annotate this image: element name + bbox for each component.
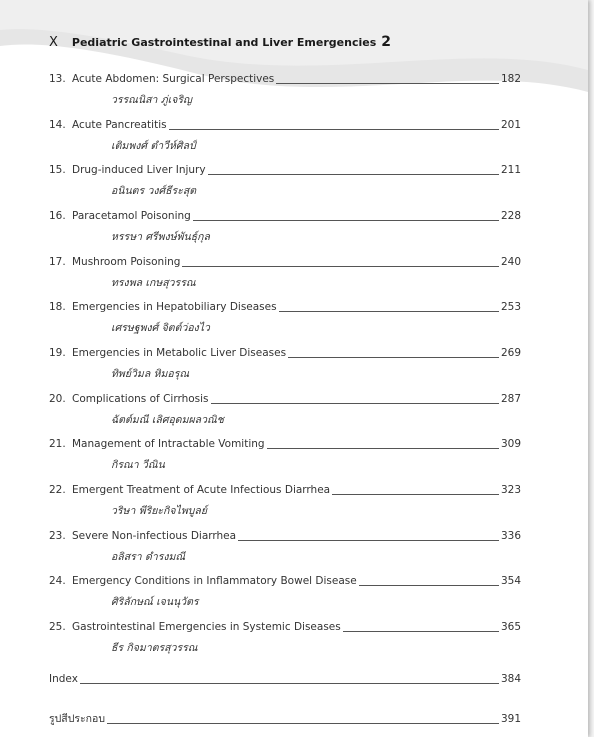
chapter-number: 17.: [49, 256, 66, 268]
page-number: 354: [501, 575, 522, 587]
page-number: 269: [501, 347, 522, 359]
chapter-author: เศรษฐพงศ์ จิตต์ว่องไว: [111, 322, 210, 334]
chapter-title: Gastrointestinal Emergencies in Systemic Diseases: [72, 621, 341, 633]
chapter-author: ศิริลักษณ์ เจนนุวัตร: [111, 596, 199, 608]
toc-entry[interactable]: [49, 163, 521, 199]
page-number: 336: [501, 530, 522, 542]
leader-line: [193, 220, 499, 221]
toc-entry[interactable]: [49, 574, 521, 610]
leader-line: [359, 585, 499, 586]
toc-entry[interactable]: [49, 209, 521, 245]
leader-line: [182, 266, 499, 267]
toc-entry-index[interactable]: [49, 672, 521, 686]
toc-entry[interactable]: [49, 255, 521, 291]
chapter-title: Emergency Conditions in Inflammatory Bowel Disease: [72, 575, 357, 587]
chapter-title: Emergencies in Hepatobiliary Diseases: [72, 301, 277, 313]
chapter-title: Complications of Cirrhosis: [72, 393, 209, 405]
chapter-number: 24.: [49, 575, 66, 587]
leader-line: [238, 540, 499, 541]
page-number: 182: [501, 73, 522, 85]
page-number: 201: [501, 119, 522, 131]
chapter-author: วรรณนิสา ภู่เจริญ: [111, 94, 192, 106]
leader-line: [276, 83, 499, 84]
toc-entry[interactable]: [49, 118, 521, 154]
chapter-number: 19.: [49, 347, 66, 359]
chapter-number: 25.: [49, 621, 66, 633]
book-title: Pediatric Gastrointestinal and Liver Emergencies: [71, 36, 377, 49]
chapter-title: Emergent Treatment of Acute Infectious Diarrhea: [72, 484, 331, 496]
toc-entry[interactable]: [49, 392, 521, 428]
chapter-title: Mushroom Poisoning: [72, 256, 181, 268]
volume-number: 2: [381, 34, 391, 50]
page-number: 323: [501, 484, 522, 496]
page-number: 240: [501, 256, 522, 268]
leader-line: [80, 683, 499, 684]
chapter-author: ฉัตต์มณี เลิศอุดมผลวณิช: [111, 414, 224, 426]
page-number: 365: [501, 621, 522, 633]
chapter-author: กิรณา วีณิน: [111, 459, 165, 471]
toc-entry[interactable]: [49, 620, 521, 656]
chapter-title: Acute Pancreatitis: [72, 119, 167, 131]
chapter-number: 21.: [49, 438, 66, 450]
page-number: 384: [501, 673, 522, 685]
chapter-author: อลิสรา ดำรงมณี: [111, 551, 186, 563]
chapter-number: 14.: [49, 119, 66, 131]
toc-entry[interactable]: [49, 72, 521, 108]
page-number: 287: [501, 393, 522, 405]
chapter-author: ธีร กิจมาตรสุวรรณ: [111, 642, 198, 654]
leader-line: [208, 174, 499, 175]
toc-entry[interactable]: [49, 437, 521, 473]
page-roman-numeral: X: [49, 35, 58, 50]
page-number: 391: [501, 713, 522, 725]
toc-entry[interactable]: [49, 529, 521, 565]
chapter-number: 20.: [49, 393, 66, 405]
toc-entry[interactable]: [49, 483, 521, 519]
page-number: 253: [501, 301, 522, 313]
chapter-title: Emergencies in Metabolic Liver Diseases: [72, 347, 287, 359]
chapter-author: อนินตร วงศ์ธีระสุต: [111, 185, 197, 197]
toc-entry[interactable]: [49, 346, 521, 382]
chapter-author: วริษา พีริยะกิจไพบูลย์: [111, 505, 208, 517]
chapter-title: Acute Abdomen: Surgical Perspectives: [72, 73, 275, 85]
leader-line: [279, 311, 499, 312]
chapter-number: 18.: [49, 301, 66, 313]
chapter-number: 22.: [49, 484, 66, 496]
page-number: 211: [501, 164, 522, 176]
page-number: 228: [501, 210, 522, 222]
chapter-author: ทรงพล เกษสุวรรณ: [111, 277, 196, 289]
leader-line: [169, 129, 499, 130]
leader-line: [211, 403, 499, 404]
page-number: 309: [501, 438, 522, 450]
leader-line: [267, 448, 499, 449]
toc-entry-color-figures[interactable]: [49, 712, 521, 726]
leader-line: [332, 494, 499, 495]
leader-line: [343, 631, 499, 632]
chapter-title: Management of Intractable Vomiting: [72, 438, 265, 450]
chapter-author: เติมพงศ์ ตำวีห์ศิลป์: [111, 140, 196, 152]
chapter-number: 15.: [49, 164, 66, 176]
chapter-number: 13.: [49, 73, 66, 85]
chapter-author: ทิพย์วิมล หิมอรุณ: [111, 368, 190, 380]
chapter-number: 16.: [49, 210, 66, 222]
index-title: Index: [49, 673, 78, 685]
toc-entry[interactable]: [49, 300, 521, 336]
chapter-author: หรรษา ศรีพงษ์พันธุ์กุล: [111, 231, 210, 243]
color-figures-title: รูปสีประกอบ: [49, 713, 105, 725]
leader-line: [288, 357, 499, 358]
chapter-title: Severe Non-infectious Diarrhea: [72, 530, 237, 542]
chapter-number: 23.: [49, 530, 66, 542]
chapter-title: Paracetamol Poisoning: [72, 210, 191, 222]
chapter-title: Drug-induced Liver Injury: [72, 164, 206, 176]
leader-line: [107, 723, 499, 724]
